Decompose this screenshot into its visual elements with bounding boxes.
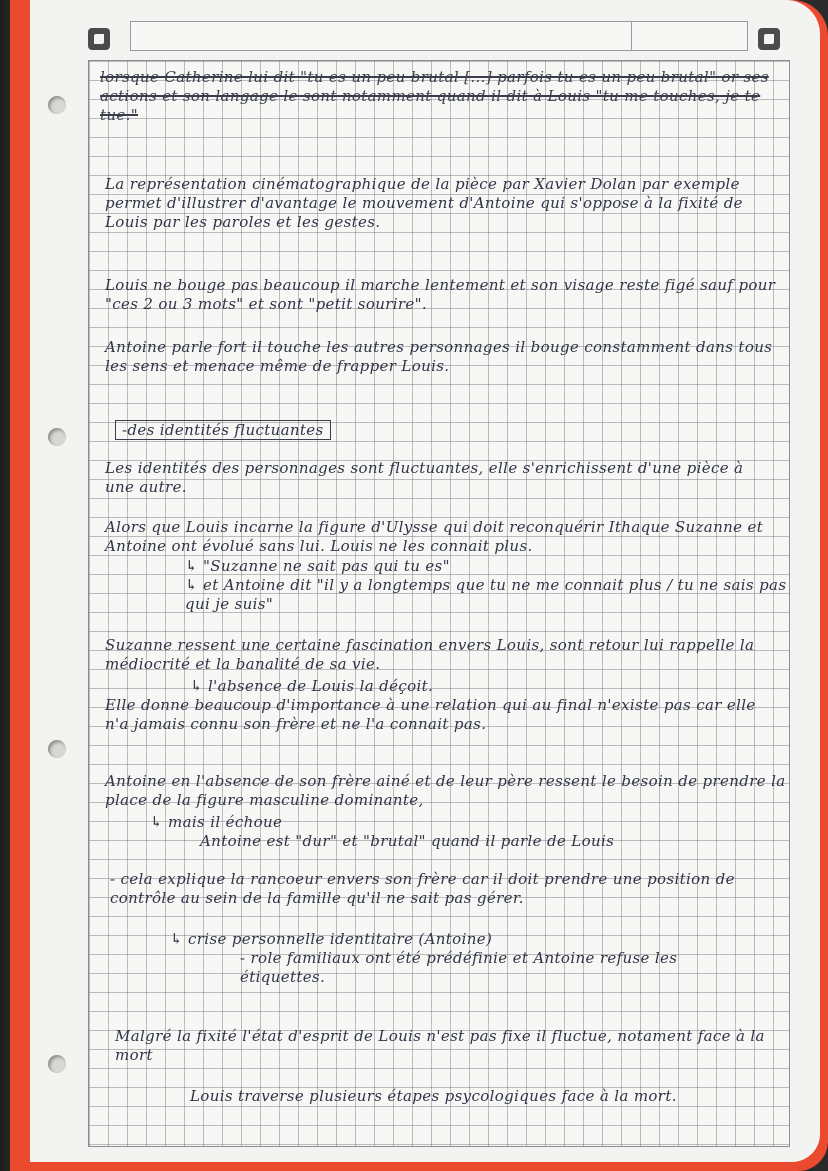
paragraph-identities: Les identités des personnages sont fluctuantes, elle s'enrichissent d'une pièce à une autre. — [105, 459, 744, 496]
struck-paragraph: lorsque Catherine lui dit "tu es un peu brutal [...] parfois tu es un peu brutal" or ses actions et son langage le sont notamment quand il dit à Louis "tu me touches, je te tue." — [100, 68, 769, 124]
punch-hole — [48, 740, 66, 758]
arrow-note-absence: ↳ l'absence de Louis la déçoit. — [190, 677, 434, 695]
paragraph-louis-gestures: Louis ne bouge pas beaucoup il marche lentement et son visage reste figé sauf pour "ces 2 ou 3 mots" et sont "petit sourire". — [105, 276, 776, 313]
header-field — [130, 21, 748, 51]
section-heading — [115, 421, 535, 440]
paragraph-relation: Elle donne beaucoup d'importance à une relation qui au final n'existe pas car elle n'a jamais connu son frère et ne l'a connait pas. — [105, 696, 756, 733]
paragraph-ulysse: Alors que Louis incarne la figure d'Ulysse qui doit reconquérir Ithaque Suzanne et Antoine ont évolué sans lui. Louis ne les connait plus. — [105, 518, 764, 555]
arrow-note-antoine: ↳ et Antoine dit "il y a longtemps que tu ne me connait plus / tu ne sais pas qui je suis" — [185, 576, 787, 613]
corner-mark-icon-top-right — [758, 28, 780, 50]
note-roles: - role familiaux ont été prédéfinie et Antoine refuse les étiquettes. — [240, 949, 678, 986]
punch-hole — [48, 1055, 66, 1073]
paragraph-suzanne: Suzanne ressent une certaine fascination envers Louis, sont retour lui rappelle la médiocrité et la banalité de sa vie. — [105, 636, 755, 673]
paragraph-antoine-role: Antoine en l'absence de son frère ainé et de leur père ressent le besoin de prendre la place de la figure masculine dominante, — [105, 772, 786, 809]
arrow-note-suzanne: ↳ "Suzanne ne sait pas qui tu es" — [185, 557, 450, 575]
paragraph-dolan: La représentation cinématographique de la pièce par Xavier Dolan par exemple permet d'illustrer d'avantage le mouvement d'Antoine qui s'oppose à la fixité de Louis par les paroles et les gestes. — [105, 175, 743, 231]
note-dur-brutal: Antoine est "dur" et "brutal" quand il parle de Louis — [200, 832, 615, 850]
punch-hole — [48, 428, 66, 446]
arrow-note-echoue: ↳ mais il échoue — [150, 813, 283, 831]
paragraph-antoine-gestures: Antoine parle fort il touche les autres personnages il bouge constamment dans tous les sens et menace même de frapper Louis. — [105, 338, 773, 375]
arrow-note-crise: ↳ crise personnelle identitaire (Antoine) — [170, 930, 493, 948]
paragraph-etapes: Louis traverse plusieurs étapes psycologiques face à la mort. — [190, 1087, 677, 1105]
section-heading-text: -des identités fluctuantes — [115, 420, 331, 440]
corner-mark-icon-top-left — [88, 28, 110, 50]
punch-hole — [48, 96, 66, 114]
note-rancoeur: - cela explique la rancoeur envers son frère car il doit prendre une position de contrôle au sein de la famille qu'il ne sait pas gérer. — [110, 870, 735, 907]
paragraph-louis-fluctue: Malgré la fixité l'état d'esprit de Louis n'est pas fixe il fluctue, notament face à la mort — [115, 1027, 765, 1064]
header-divider — [631, 22, 632, 50]
